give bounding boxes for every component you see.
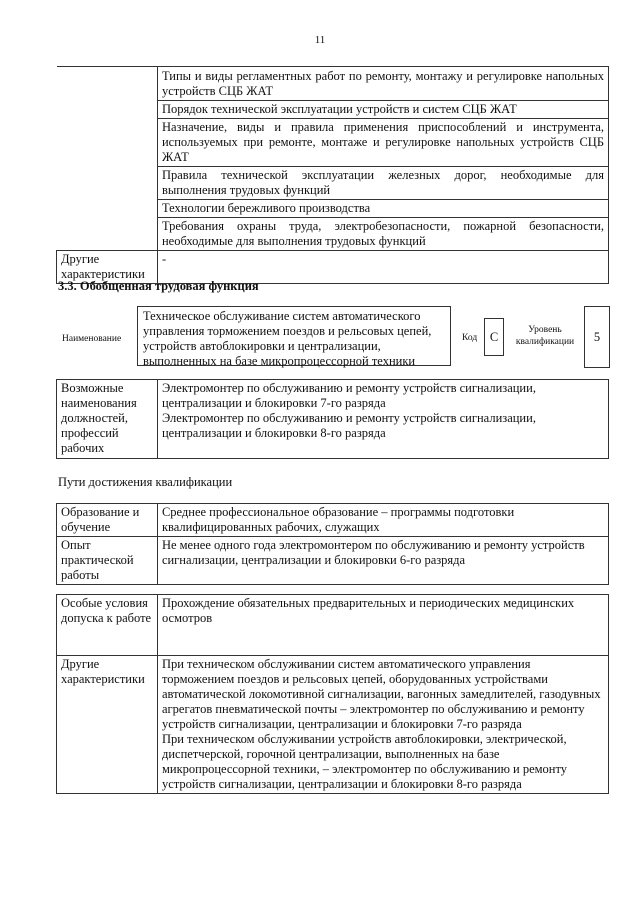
paths-title: Пути достижения квалификации bbox=[58, 475, 233, 489]
knowledge-label-cell bbox=[57, 67, 158, 251]
experience-value: Не менее одного года электромонтером по обслуживанию и ремонту устройств сигнализации, централизации и блокировки 6-го разряда bbox=[157, 537, 608, 585]
conditions-table bbox=[56, 594, 609, 794]
code-value: C bbox=[489, 329, 499, 344]
position-item: Электромонтер по обслуживанию и ремонту устройств сигнализации, централизации и блокировки 7-го разряда bbox=[161, 381, 536, 410]
level-value: 5 bbox=[593, 329, 601, 344]
name-value: Техническое обслуживание систем автоматического управления торможением поездов и рельсовых цепей, устройств автоблокировки и централизации, выполненных на базе микропроцессорной техники bbox=[143, 309, 432, 368]
positions-values bbox=[157, 380, 608, 459]
education-table bbox=[56, 503, 609, 585]
position-item: Электромонтер по обслуживанию и ремонту устройств сигнализации, централизации и блокировки 8-го разряда bbox=[161, 411, 536, 440]
education-value: Среднее профессиональное образование – программы подготовки квалифицированных рабочих, служащих bbox=[157, 504, 608, 537]
admission-label: Особые условия допуска к работе bbox=[57, 595, 158, 656]
name-value-box bbox=[137, 306, 451, 366]
knowledge-item: Правила технической эксплуатации железных дорог, необходимые для выполнения трудовых функций bbox=[157, 167, 608, 200]
code-value-box bbox=[484, 318, 504, 356]
code-label: Код bbox=[462, 333, 478, 343]
experience-label: Опыт практической работы bbox=[57, 537, 158, 585]
knowledge-item: Назначение, виды и правила применения приспособлений и инструмента, используемых при ремонте, монтаже и регулировке напольных устройств СЦБ ЖАТ bbox=[157, 119, 608, 167]
knowledge-item: Порядок технической эксплуатации устройств и систем СЦБ ЖАТ bbox=[157, 101, 608, 119]
knowledge-item: Типы и виды регламентных работ по ремонту, монтажу и регулировке напольных устройств СЦБ ЖАТ bbox=[157, 67, 608, 101]
page-number: 11 bbox=[314, 34, 326, 46]
knowledge-item: Требования охраны труда, электробезопасности, пожарной безопасности, необходимые для выполнения трудовых функций bbox=[157, 218, 608, 251]
other-characteristics-label: Другие характеристики bbox=[57, 251, 158, 284]
level-label: Уровень квалификации bbox=[515, 325, 575, 347]
other-characteristics-value: - bbox=[157, 251, 608, 284]
knowledge-table bbox=[56, 66, 609, 284]
education-label: Образование и обучение bbox=[57, 504, 158, 537]
admission-value: Прохождение обязательных предварительных и периодических медицинских осмотров bbox=[157, 595, 608, 656]
section-title: 3.3. Обобщенная трудовая функция bbox=[58, 279, 259, 293]
name-label: Наименование bbox=[62, 334, 122, 344]
other-paragraph: При техническом обслуживании устройств автоблокировки, электрической, диспетчерской, горочной централизации, выполненных на базе микропроцессорной техники, – электромонтер по обслуживанию и ремонту устройств сигнализации, централизации и блокировки 8-го разряда bbox=[161, 732, 568, 791]
level-value-box bbox=[584, 306, 610, 368]
positions-table bbox=[56, 379, 609, 459]
conditions-other-value bbox=[157, 656, 608, 794]
conditions-other-label: Другие характеристики bbox=[57, 656, 158, 794]
knowledge-item: Технологии бережливого производства bbox=[157, 200, 608, 218]
positions-label: Возможные наименования должностей, профессий рабочих bbox=[57, 380, 158, 459]
other-paragraph: При техническом обслуживании систем автоматического управления торможением поездов и рельсовых цепей, оборудованных устройствами автоматической локомотивной сигнализации, вагонных замедлителей, газодувных агрегатов пневматической почты – электромонтер по обслуживанию и ремонту устройств сигнализации, централизации и блокировки 7-го разряда bbox=[161, 657, 601, 731]
